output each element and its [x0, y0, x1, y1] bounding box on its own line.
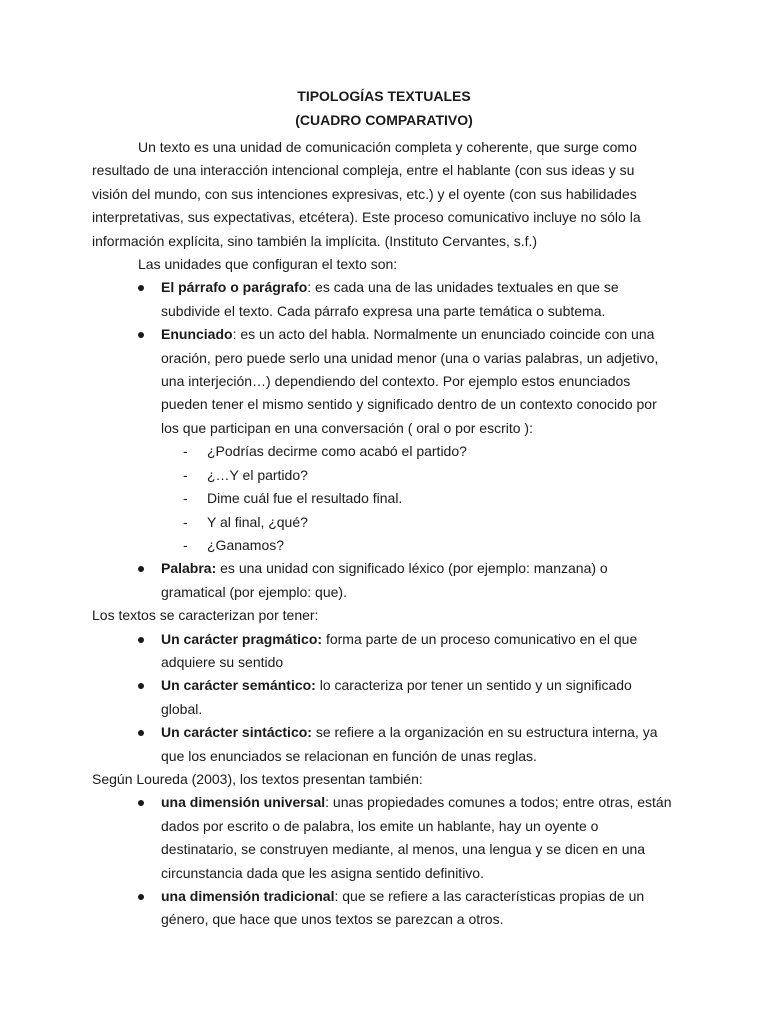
example-text: Y al final, ¿qué?: [207, 513, 308, 530]
dash-marker: -: [183, 513, 188, 530]
item-term: Palabra:: [161, 560, 217, 577]
dash-marker: -: [183, 536, 188, 553]
item-text: se refiere a la organización en su estructura interna, ya que los enunciados se relacionan en función de unas reglas.: [161, 724, 658, 764]
example-text: ¿Ganamos?: [207, 536, 285, 553]
document-title: TIPOLOGÍAS TEXTUALES: [297, 88, 471, 104]
dash-marker: -: [183, 466, 188, 483]
dimensions-list: [92, 791, 672, 931]
item-text: : que se refiere a las características propias de un género, que hace que unos textos se parezcan a otros.: [161, 888, 645, 928]
dimensions-lead: Según Loureda (2003), los textos presentan también:: [92, 770, 423, 787]
example-text: ¿Podrías decirme como acabó el partido?: [207, 443, 467, 460]
item-text: : unas propiedades comunes a todos; entre otras, están dados por escrito o de palabra, los emite un hablante, hay un oyente o destinatario, se construyen mediante, al menos, una lengua y se dicen en una circunstancia dada que les asigna sentido definitivo.: [161, 794, 672, 881]
item-text: lo caracteriza por tener un sentido y un significado global.: [161, 677, 632, 717]
list-item: [92, 628, 672, 675]
document-subtitle: (CUADRO COMPARATIVO): [295, 112, 473, 128]
item-term: una dimensión universal: [161, 794, 326, 811]
list-item: [92, 557, 672, 604]
item-text: forma parte de un proceso comunicativo en el que adquiere su sentido: [161, 630, 638, 670]
example-item: [161, 511, 672, 534]
list-item: [92, 885, 672, 932]
dash-marker: -: [183, 443, 188, 460]
intro-paragraph: Un texto es una unidad de comunicación completa y coherente, que surge como resultado de una interacción intencional compleja, entre el hablante (con sus ideas y su visión del mundo, con sus intenciones expresivas, etc.) y el oyente (con sus habilidades interpretativas, sus expectativas, etcétera). Este proceso comunicativo incluye no sólo la información explícita, sino también la implícita. (Instituto Cervantes, s.f.): [92, 139, 641, 249]
item-term: Un carácter semántico:: [161, 677, 316, 694]
features-list: [92, 628, 672, 768]
list-item: [92, 791, 672, 885]
item-text: : es cada una de las unidades textuales en que se subdivide el texto. Cada párrafo expresa una parte temática o subtema.: [161, 279, 619, 319]
bullet-icon: [138, 637, 144, 643]
example-item: [161, 487, 672, 510]
bullet-icon: [138, 683, 144, 689]
list-item: [92, 721, 672, 768]
item-term: una dimensión tradicional: [161, 888, 335, 904]
item-term: Enunciado: [161, 326, 233, 343]
bullet-icon: [138, 894, 144, 900]
item-term: Un carácter sintáctico:: [161, 724, 312, 741]
dash-marker: -: [183, 490, 188, 507]
list-item: [92, 674, 672, 721]
item-term: El párrafo o parágrafo: [161, 279, 308, 296]
document-body: [92, 136, 672, 932]
units-list: [92, 276, 672, 604]
bullet-icon: [138, 285, 144, 291]
example-item: [161, 464, 672, 487]
example-text: Dime cuál fue el resultado final.: [207, 490, 403, 507]
units-lead: Las unidades que configuran el texto son:: [138, 256, 398, 273]
item-text: es una unidad con significado léxico (por ejemplo: manzana) o gramatical (por ejemplo: que).: [161, 560, 608, 600]
example-item: [161, 440, 672, 463]
example-text: ¿…Y el partido?: [207, 466, 308, 483]
examples-list: [161, 440, 672, 557]
bullet-icon: [138, 332, 144, 338]
features-lead: Los textos se caracterizan por tener:: [92, 607, 319, 624]
bullet-icon: [138, 566, 144, 572]
example-item: [161, 534, 672, 557]
list-item: [92, 323, 672, 557]
list-item: [92, 276, 672, 323]
item-text: : es un acto del habla. Normalmente un enunciado coincide con una oración, pero puede serlo una unidad menor (una o varias palabras, un adjetivo, una interjeción…) dependiendo del contexto. Por ejemplo estos enunciados pueden tener el mismo sentido y significado dentro de un contexto conocido por los que participan en una conversación ( oral o por escrito ):: [161, 326, 659, 436]
bullet-icon: [138, 730, 144, 736]
bullet-icon: [138, 800, 144, 806]
item-term: Un carácter pragmático:: [161, 630, 323, 647]
